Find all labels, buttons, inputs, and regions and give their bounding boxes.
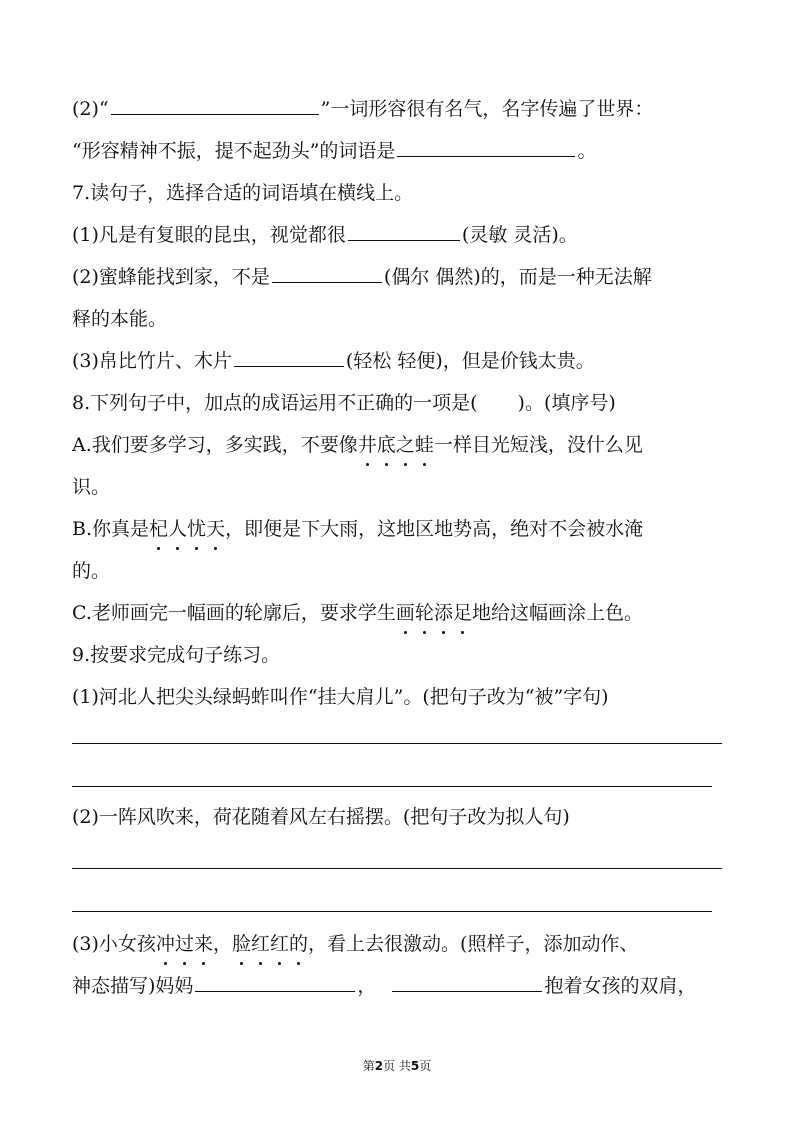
dotted-char: 画	[396, 599, 415, 627]
dotted-char: 冲	[156, 930, 175, 958]
answer-blank[interactable]	[392, 973, 542, 992]
dotted-char: 来	[194, 930, 213, 958]
dotted-char: 之	[396, 431, 415, 459]
current-page: 2	[374, 1059, 384, 1073]
answer-blank[interactable]	[195, 973, 355, 992]
answer-blank[interactable]	[272, 264, 382, 283]
writing-line[interactable]	[72, 786, 712, 787]
dotted-char: 天	[206, 515, 225, 543]
dotted-char: 红	[270, 930, 289, 958]
dotted-char: 脸	[232, 930, 251, 958]
q9-sentence-3-cont: 神态描写)妈妈 ， 抱着女孩的双肩，	[72, 975, 697, 997]
total-pages: 5	[410, 1059, 420, 1073]
q9-sentence-3: (3)小女孩冲过来，脸红红的，看上去很激动。(照样子，添加动作、	[72, 930, 734, 958]
q8-option-b: B.你真是杞人忧天，即便是下大雨，这地区地势高，绝对不会被水淹	[72, 515, 734, 543]
dotted-char: 的	[289, 930, 308, 958]
answer-blank[interactable]	[348, 222, 460, 241]
dotted-char: 添	[434, 599, 453, 627]
q8-option-a-cont: 识。	[72, 476, 111, 498]
q8-option-a: A.我们要多学习，多实践，不要像井底之蛙一样目光短浅，没什么见	[72, 431, 734, 459]
dotted-char: 底	[377, 431, 396, 459]
writing-line[interactable]	[72, 911, 712, 912]
dotted-char: 红	[251, 930, 270, 958]
q8-option-b-cont: 的。	[72, 560, 111, 582]
answer-blank[interactable]	[111, 96, 319, 115]
writing-line[interactable]	[72, 868, 722, 869]
q7-sentence-2: (2)蜜蜂能找到家，不是 (偶尔 偶然)的，而是一种无法解	[72, 266, 652, 288]
q7-sentence-2-cont: 释的本能。	[72, 308, 168, 330]
dotted-char: 人	[168, 515, 187, 543]
dotted-char: 轮	[415, 599, 434, 627]
q6-2-line2: “形容精神不振，提不起劲头”的词语是 。	[72, 140, 597, 162]
q9-sentence-1: (1)河北人把尖头绿蚂蚱叫作“挂大肩儿”。(把句子改为“被”字句)	[72, 686, 609, 708]
q7-sentence-1: (1)凡是有复眼的昆虫，视觉都很 (灵敏 灵活)。	[72, 224, 578, 246]
dotted-char: 杞	[149, 515, 168, 543]
dotted-char: 井	[358, 431, 377, 459]
dotted-char: 足	[453, 599, 472, 627]
page-footer: 第2页 共5页	[362, 1059, 432, 1073]
dotted-char: 蛙	[415, 431, 434, 459]
writing-line[interactable]	[72, 743, 722, 744]
q8-option-c: C.老师画完一幅画的轮廓后，要求学生画轮添足地给这幅画涂上色。	[72, 599, 734, 627]
dotted-char: 忧	[187, 515, 206, 543]
q9-sentence-2: (2)一阵风吹来，荷花随着风左右摇摆。(把句子改为拟人句)	[72, 806, 570, 828]
q8-title: 8.下列句子中，加点的成语运用不正确的一项是( )。(填序号)	[72, 392, 616, 414]
answer-blank[interactable]	[397, 138, 575, 157]
q9-title: 9.按要求完成句子练习。	[72, 644, 281, 666]
q7-title: 7.读句子，选择合适的词语填在横线上。	[72, 182, 414, 204]
dotted-char: 过	[175, 930, 194, 958]
q7-sentence-3: (3)帛比竹片、木片 (轻松 轻便)，但是价钱太贵。	[72, 350, 595, 372]
answer-blank[interactable]	[234, 348, 344, 367]
q6-2-line1: (2)“ ”一词形容很有名气，名字传遍了世界：	[72, 98, 654, 120]
